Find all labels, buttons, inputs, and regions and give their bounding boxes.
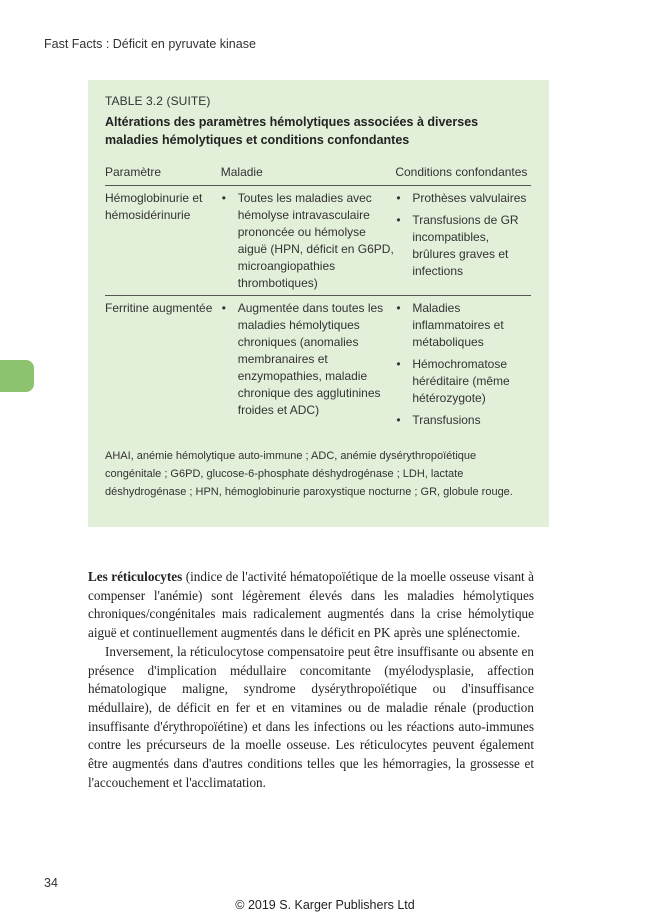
running-head: Fast Facts : Déficit en pyruvate kinase: [44, 37, 256, 51]
row-parametre: Hémoglobinurie et hémosidérinurie: [105, 191, 203, 222]
page-number: 34: [44, 876, 58, 890]
condition-item: • Prothèses valvulaires: [395, 190, 531, 207]
row-parametre: Ferritine augmentée: [105, 301, 213, 315]
paragraph: Inversement, la réticulocytose compensatoire peut être insuffisante ou absente en présence d'implication médullaire concomitante (myélodysplasie, affection hématologique maligne, syndrome dysérythropoïétique ou d'insuffisance médullaire), de déficit en fer et en vitamines ou de maladie rénale (production insuffisante d'érythropoïétine) et dans les infections ou les réactions auto-immunes contre les précurseurs de la moelle osseuse. Les réticulocytes peuvent également être augmentés dans d'autres conditions telles que les hémorragies, la grossesse et l'accouchement et l'acclimatation.: [88, 643, 534, 790]
paragraph: [88, 568, 534, 643]
table-footnote: AHAI, anémie hémolytique auto-immune ; ADC, anémie dysérythropoïétique congénitale ; G6PD, glucose-6-phosphate déshydrogénase ; LDH, lactate déshydrogénase ; HPN, hémoglobinurie paroxystique nocturne ; GR, globule rouge.: [105, 450, 513, 498]
maladie-item: • Augmentée dans toutes les maladies hémolytiques chroniques (anomalies membranaires et enzymopathies, maladie chronique des agglutinines froides et ADC): [221, 300, 396, 419]
table-grid: [105, 164, 531, 434]
table-box: [88, 80, 549, 527]
condition-item: • Transfusions: [395, 412, 531, 429]
table-header-row: [105, 164, 531, 186]
condition-item: • Maladies inflammatoires et métaboliques: [395, 300, 531, 351]
paragraph-lead: Les réticulocytes: [88, 569, 183, 584]
table-row: [105, 186, 531, 296]
table-label: TABLE 3.2 (SUITE): [105, 94, 211, 108]
maladie-item: • Toutes les maladies avec hémolyse intravasculaire prononcée ou hémolyse aiguë (HPN, déficit en G6PD, microangiopathies thrombotiques): [221, 190, 396, 292]
table-row: [105, 296, 531, 434]
header-conditions: Conditions confondantes: [395, 165, 528, 179]
table-title: Altérations des paramètres hémolytiques associées à diverses maladies hémolytiques et conditions confondantes: [105, 115, 479, 147]
chapter-side-tab: [0, 360, 34, 392]
header-parametre: Paramètre: [105, 165, 162, 179]
condition-item: • Hémochromatose héréditaire (même hétérozygote): [395, 356, 531, 407]
paragraph-text: (indice de l'activité hématopoïétique de la moelle osseuse visant à compenser l'anémie) sont légèrement élevés dans les maladies hémolytiques chroniques/congénitales mais radicalement augmentés dans la crise hémolytique aiguë et continuellement augmentés dans le déficit en PK après une splénectomie.: [88, 569, 535, 641]
copyright: © 2019 S. Karger Publishers Ltd: [235, 898, 415, 912]
header-maladie: Maladie: [220, 165, 263, 179]
condition-item: • Transfusions de GR incompatibles, brûlures graves et infections: [395, 212, 531, 280]
body-text: [88, 568, 534, 792]
